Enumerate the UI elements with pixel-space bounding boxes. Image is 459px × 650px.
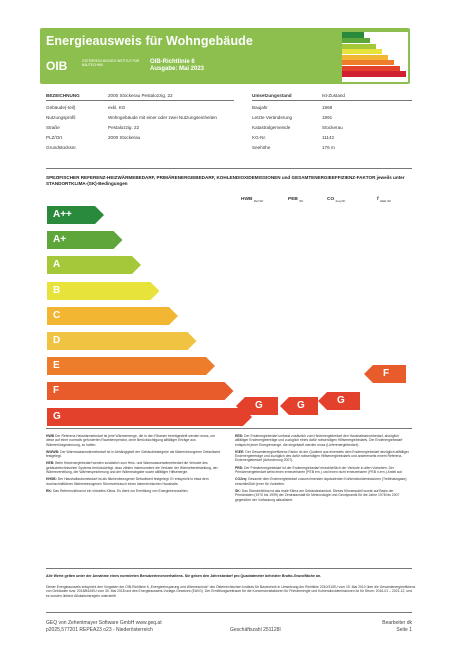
- indicator-peb: [280, 397, 318, 415]
- footer-seite: Seite 1: [396, 627, 412, 633]
- indicator-letter: G: [337, 395, 345, 406]
- strasse-label: Straße: [46, 125, 60, 130]
- col-co2-label: CO: [327, 197, 335, 202]
- bezeichnung-value: 2000 Stockerau Pestalozzig. 22: [108, 93, 173, 98]
- indicator-hwb: [236, 397, 278, 415]
- plz-label: PLZ/Ort: [46, 135, 63, 140]
- col-hwb: [241, 197, 263, 203]
- col-hwb-label: HWB: [241, 197, 253, 202]
- note-paragraph: [235, 434, 410, 447]
- oib-logo: OIB: [46, 59, 68, 73]
- col-f: [377, 197, 391, 203]
- umsetzungsstand-label: Umsetzungsstand: [252, 93, 292, 98]
- seehoehe-label: Seehöhe: [252, 145, 271, 150]
- indicator-letter: G: [255, 400, 263, 411]
- note-term: SK:: [235, 488, 242, 493]
- note-term: fGEE:: [235, 449, 246, 454]
- spec-heading: SPEZIFISCHER REFERENZ-HEIZWÄRMEBEDARF, PRIMÄRENERGIEBEDARF, KOHLENDIOXIDEMISSIONEN und GESAMTENERGIEEFFIZIENZ-FAKTOR jeweils unter STANDORTKLIMA-(SK)-Bedingungen: [46, 175, 405, 186]
- col-peb: [288, 197, 303, 203]
- note-paragraph: [235, 450, 410, 463]
- indicator-letter: F: [383, 368, 390, 379]
- indicator-f: [364, 365, 406, 383]
- scale-bar-g: [47, 408, 252, 426]
- scale-bar-aplus: [47, 231, 123, 249]
- note-definition: Das Referenzklima ist ein virtuelles Klima. Es dient zur Ermittlung von Energiekennzahlen.: [52, 488, 189, 493]
- note-term: HEB:: [46, 461, 56, 466]
- scale-bar-e: [47, 357, 215, 375]
- scale-bar-label: C: [53, 309, 61, 321]
- note-paragraph: [235, 477, 410, 486]
- building-info-left: [46, 93, 236, 155]
- footer-code: p2025,577201 REPEA23 o23 - Niederösterreich: [46, 627, 153, 633]
- building-info-right: [252, 93, 412, 155]
- col-peb-label: PEB: [288, 197, 298, 202]
- katastralgemeinde-value: Stockerau: [322, 125, 343, 130]
- scale-bar-label: E: [53, 360, 60, 372]
- kg-nr-label: KG-Nr.: [252, 135, 267, 140]
- notes-left: [46, 434, 224, 496]
- scale-bar-label: F: [53, 385, 60, 397]
- footer-software: GEQ von Zehentmayer Software GmbH www.geq.at: [46, 620, 162, 626]
- notes-right: [235, 434, 410, 505]
- note-paragraph: [46, 477, 224, 486]
- kg-nr-value: 11142: [322, 135, 335, 140]
- footer-geschaeftszahl: Geschäftszahl 251128I: [230, 627, 281, 633]
- note-term: CO2eq:: [235, 477, 248, 482]
- note-paragraph: [235, 466, 410, 475]
- baujahr-value: 1968: [322, 105, 333, 110]
- note-definition: Der Referenz-Heizwärmebedarf ist jene Wärmemenge, die in den Räumen bereitgestellt werden muss, um diese auf einer normativ geforderten Raumtemperatur, ohne Berücksichtigung allfälliger Erträge aus Wärmerückgewinnung, zu halten.: [46, 434, 216, 447]
- scale-bar-label: B: [53, 284, 61, 296]
- energy-scale-icon: [342, 32, 408, 82]
- scale-bar-d: [47, 332, 197, 350]
- indicator-letter: G: [297, 400, 305, 411]
- scale-bar-label: G: [53, 410, 61, 422]
- richtlinie-info: [150, 59, 204, 73]
- gebaeude-label: Gebäude(-teil): [46, 105, 76, 110]
- note-paragraph: [235, 489, 410, 502]
- scale-bar-c: [47, 307, 178, 325]
- scale-bar-label: A+: [53, 234, 67, 246]
- divider: [46, 568, 412, 569]
- indicator-co2: [318, 392, 360, 410]
- note-definition: Der Endenergiebedarf umfasst zusätzlich zum Heizenergiebedarf den Haushaltsstrombedarf, abzüglich allfälliger Endenergieerträge und zuzüglich eines dafür notwendigen Hilfsenergiebedarfs. Der Endenergiebedarf entspricht jener Energiemenge, die eingekauft werden muss (Lieferenergiebedarf).: [235, 434, 403, 447]
- note-definition: Der Gesamtenergieeffizienz-Faktor ist der Quotient aus einerseits dem Endenergiebedarf abzüglich allfälliger Endenergieerträge und zuzüglich des dafür notwendigen Hilfsenergiebedarfs und andererseits einem Referenz-Endenergiebedarf (Anforderung 2007).: [235, 449, 409, 463]
- divider: [46, 168, 412, 169]
- disclaimer-bold: Alle Werte gelten unter der Annahme eines normierten Benutzerinnenverhaltens. Sie geben den Jahresbedarf pro Quadratmeter beheizter Brutto-Grundfläche an.: [46, 574, 322, 578]
- richtlinie-label: OIB-Richtlinie 6: [150, 59, 195, 65]
- divider: [252, 100, 412, 101]
- nutzungsprofil-label: Nutzungsprofil: [46, 115, 76, 120]
- note-definition: Der Warmwasserwärmebedarf ist in Abhängigkeit der Gebäudekategorie als flächenbezogener Defaultwert festgelegt.: [46, 449, 221, 459]
- note-paragraph: [46, 461, 224, 474]
- col-peb-sub: SK: [299, 198, 304, 203]
- oib-institute-name: ÖSTERREICHISCHES INSTITUT FÜR BAUTECHNIK: [82, 59, 140, 68]
- note-definition: Beim Heizenergiebedarf werden zusätzlich zum Heiz- und Warmwasserwärmebedarf die Verluste des gebäudetechnischen Systems berücksichtigt, dazu zählen insbesondere die Verluste der Wärmebereitstellung, der Wärmeverteilung, der Wärmespeicherung und der Wärmeabgabe sowie allfälliger Hilfsenergie.: [46, 461, 218, 475]
- gebaeude-value: exkl. KG: [108, 105, 126, 110]
- umsetzungsstand-value: Ist-Zustand: [322, 93, 345, 98]
- divider: [46, 612, 412, 613]
- disclaimer-text: Dieser Energieausweis entspricht den Vorgaben der OIB-Richtlinie 6 „Energieeinsparung und Wärmeschutz“ des Österreichischen Instituts für Bautechnik in Umsetzung der Richtlinie 2010/31/EU vom 19. Mai 2010 über die Gesamtenergieeffizienz von Gebäuden bzw. 2018/844/EU vom 30. Mai 2018 und des Energieausweis-Vorlage-Gesetzes (EAVG). Der Ermittlungszeitraum für die Konversionsfaktoren für Primärenergie und Kohlendioxidemissionen ist für Strom: 2016-01 – 2021-12, und es wurden übliche Allokationsregeln unterstellt.: [46, 585, 416, 598]
- strasse-value: Pestalozzig. 22: [108, 125, 140, 130]
- col-co2-sub: 2eq,SK: [335, 198, 346, 203]
- col-f-sub: GEE,SK: [379, 198, 392, 203]
- note-paragraph: [46, 450, 224, 459]
- scale-bar-label: D: [53, 335, 61, 346]
- note-paragraph: [46, 434, 224, 447]
- col-co2: [327, 197, 345, 203]
- divider: [46, 100, 234, 101]
- note-term: EEB:: [235, 434, 245, 438]
- scale-bar-label: A++: [53, 209, 72, 220]
- note-term: HWB: [46, 434, 56, 438]
- note-definition: Der Haushaltsstrombedarf ist als flächenbezogener Defaultwert festgelegt. Er entspricht in etwa dem durchschnittlichen flächenbezogenen Stromverbrauch eines österreichischen Haushalts.: [46, 477, 209, 486]
- baujahr-label: Baujahr: [252, 105, 268, 110]
- scale-bar-aplusplus: [47, 206, 104, 224]
- certificate-header: [40, 28, 410, 84]
- veraenderung-label: Letzte Veränderung: [252, 115, 293, 120]
- certificate-title: Energieausweis für Wohngebäude: [46, 34, 253, 48]
- scale-bar-a: [47, 256, 141, 274]
- seehoehe-value: 176 m: [322, 145, 335, 150]
- note-definition: Der Primärenergiebedarf ist der Endenergiebedarf einschließlich der Verluste in allen Vorketten. Der Primärenergiebedarf weist einen erneuerbaren (PEB ern.) und einen nicht erneuerbaren (PEB n.ern.) Anteil auf.: [235, 465, 403, 475]
- grundstuecksnr-label: Grundstücksnr.: [46, 145, 77, 150]
- scale-bar-label: A: [53, 259, 61, 271]
- note-term: RK:: [46, 488, 53, 493]
- divider: [46, 428, 412, 429]
- note-definition: Das Standortklima ist das reale Klima am Gebäudestandort. Dieses Klimamodell wurde auf Basis der Primärdaten (1970 bis 1999) der Zentralanstalt für Meteorologie und Geodynamik für die Jahre 1978 bis 2007 gegenüber der Vorfassung aktualisiert.: [235, 488, 400, 502]
- note-term: PEB:: [235, 465, 245, 470]
- bezeichnung-label: BEZEICHNUNG: [46, 93, 80, 98]
- footer-right: [370, 620, 412, 634]
- note-definition: Gesamte dem Endenergiebedarf zuzurechnenden äquivalenten Kohlendioxidemissionen (Treibhausgase), einschließlich jener für Vorketten.: [235, 477, 408, 486]
- katastralgemeinde-label: Katastralgemeinde: [252, 125, 291, 130]
- note-term: WWWB:: [46, 449, 61, 454]
- note-paragraph: [46, 489, 224, 493]
- footer-bearbeiter: Bearbeiter dk: [382, 620, 412, 626]
- plz-value: 2000 Stockerau: [108, 135, 141, 140]
- footer-left: [46, 620, 162, 634]
- col-f-label: f: [377, 197, 379, 202]
- nutzungsprofil-value: Wohngebäude mit einer oder zwei Nutzungseinheiten: [108, 115, 217, 120]
- note-term: HHSB:: [46, 477, 58, 482]
- scale-bar-f: [47, 382, 234, 400]
- col-hwb-sub: Ref,SK: [253, 198, 264, 203]
- veraenderung-value: 1991: [322, 115, 333, 120]
- scale-bar-b: [47, 282, 160, 300]
- ausgabe-label: Ausgabe: Mai 2023: [150, 66, 205, 72]
